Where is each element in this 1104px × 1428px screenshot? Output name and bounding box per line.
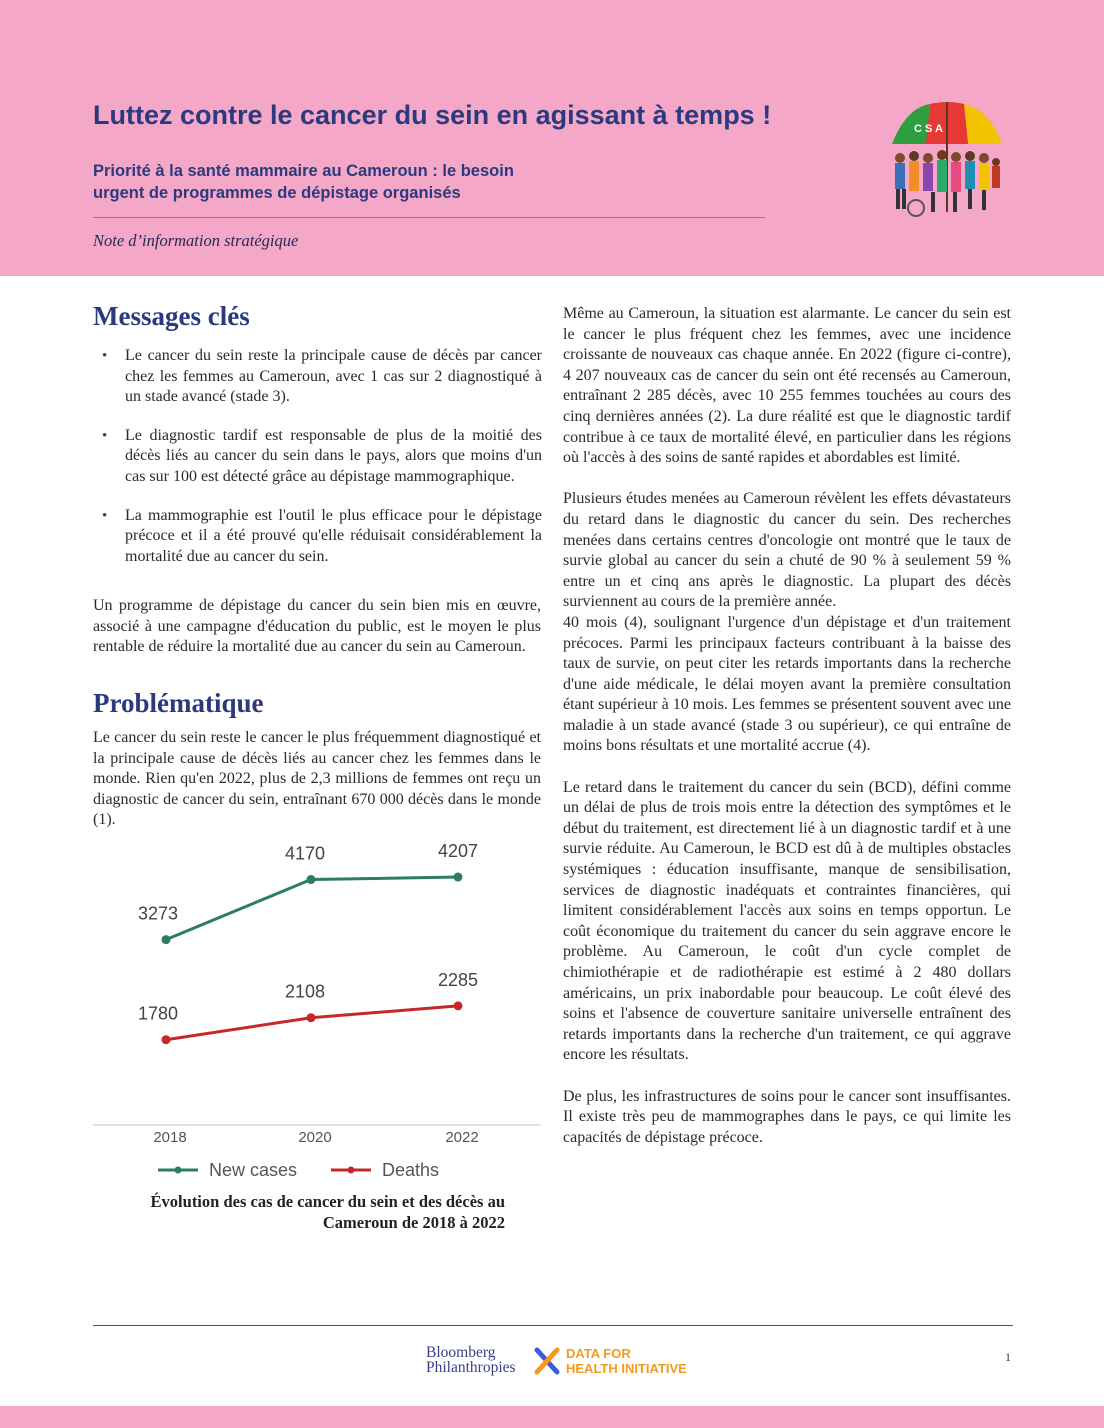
header-divider (93, 217, 765, 218)
x-tick-label: 2022 (445, 1129, 479, 1146)
infrastructure-paragraph: De plus, les infrastructures de soins pour le cancer sont insuffisantes. Il existe très peu de mammographes dans le pays, ce qui limite les capacités de dépistage précoce. (563, 1087, 1011, 1146)
data-point (162, 935, 171, 944)
data-label: 2285 (437, 969, 479, 990)
series-line (166, 1006, 458, 1040)
bloomberg-philanthropies-logo (426, 1345, 516, 1375)
key-messages-closing-block (93, 596, 541, 658)
list-item: • La mammographie est l'outil le plus efficace pour le dépistage précoce et il a été prouvé qu'elle réduisait considérablement la mortalité due au cancer du sein. (100, 506, 542, 568)
data-point (307, 1013, 316, 1022)
data-label: 4207 (437, 841, 479, 862)
studies-paragraph: Plusieurs études menées au Cameroun révèlent les effets dévastateurs du retard dans le diagnostic du cancer du sein. Des recherches menées dans certains centres d'oncologie ont montré que le taux de survie global au cancer du sein a chuté de 90 % à seulement 59 % entre un et cinq ans après le diagnostic. La plupart des décès surviennent au cours de la première année. (563, 490, 1011, 611)
list-item: • Le diagnostic tardif est responsable de plus de la moitié des décès liés au cancer du sein dans le pays, alors que moins d'un cas sur 100 est détecté grâce au dépistage mammographique. (100, 426, 542, 488)
data-label: 1780 (137, 1003, 179, 1024)
data-point (454, 1001, 463, 1010)
data-point (454, 873, 463, 882)
logo-letters: C S A (914, 123, 943, 135)
page-number: 1 (1005, 1350, 1011, 1364)
series-line (166, 877, 458, 940)
cases-deaths-line-chart (93, 830, 541, 1190)
footer-band (0, 1406, 1104, 1428)
bloomberg-line-2: Philanthropies (426, 1359, 516, 1376)
data-point (162, 1035, 171, 1044)
right-column (563, 304, 1011, 1148)
x-tick-label: 2018 (153, 1129, 187, 1146)
legend-label: Deaths (382, 1160, 440, 1180)
legend-swatch-dot (175, 1167, 182, 1174)
subtitle-line-1: Priorité à la santé mammaire au Cameroun : le besoin (93, 162, 514, 180)
data-label: 2108 (284, 981, 326, 1002)
survival-paragraph: 40 mois (4), soulignant l'urgence d'un dépistage et d'un traitement précoces. Parmi les principaux facteurs contribuant à la baisse des taux de survie, on peut citer les retards importants dans la recherche d'une aide médicale, le délai moyen avant la première consultation étant supérieur à 10 mois. Les femmes se présentent souvent avec une maladie à un stade avancé (stade 3 ou supérieur), ce qui entraîne de moins bons résultats et une mortalité accrue (4). (563, 613, 1011, 755)
csa-umbrella-logo (886, 100, 1008, 222)
chart-caption: Évolution des cas de cancer du sein et des décès au Cameroun de 2018 à 2022 (150, 1192, 505, 1232)
key-messages-closing: Un programme de dépistage du cancer du sein bien mis en œuvre, associé à une campagne d'éducation du public, est le moyen le plus rentable de réduire la mortalité due au cancer du sein au Cameroun. (93, 597, 541, 656)
problem-heading: Problématique (93, 688, 264, 718)
treatment-delay-paragraph: Le retard dans le traitement du cancer du sein (BCD), défini comme un délai de plus de trois mois entre la détection des symptômes et le début du traitement, est directement lié à un diagnostic tardif et à une survie réduite. Au Cameroun, le BCD est dû à de multiples obstacles systémiques : éducation insuffisante, manque de sensibilisation, services de diagnostic inadéquats et contraintes financières, qui limitent considérablement l'accès aux soins en temps opportun. Le coût économique du traitement du cancer du sein aggrave encore le problème. Au Cameroun, le coût d'un cycle complet de chimiothérapie et de radiothérapie est estimé à 2 480 dollars américains, un prix inabordable pour beaucoup. Le coût élevé des soins et l'absence de couverture sanitaire universelle entraînent des retards importants dans la recherche d'un traitement, ce qui aggrave encore les résultats. (563, 778, 1011, 1064)
list-item: • Le cancer du sein reste la principale cause de décès par cancer chez les femmes au Cameroun, avec 1 cas sur 2 diagnostiqué à un stade avancé (stade 3). (100, 346, 542, 408)
data-label: 3273 (137, 903, 179, 924)
legend-swatch-dot (348, 1167, 355, 1174)
bloomberg-line-1: Bloomberg (426, 1344, 496, 1361)
key-messages-list (100, 346, 542, 585)
key-messages-heading: Messages clés (93, 301, 250, 331)
x-tick-label: 2020 (298, 1129, 332, 1146)
problem-block (93, 728, 541, 831)
data-for-health-logo (566, 1346, 687, 1376)
chart-container (93, 830, 541, 1190)
document-type-label: Note d’information stratégique (93, 231, 299, 250)
problem-paragraph: Le cancer du sein reste le cancer le plus fréquemment diagnostiqué et la principale cause de décès liés au cancer chez les femmes dans le monde. Rien qu'en 2022, plus de 2,3 millions de femmes ont reçu un diagnostic de cancer du sein, entraînant 670 000 décès dans le monde (1). (93, 729, 541, 829)
d4h-line-2: HEALTH INITIATIVE (566, 1361, 687, 1376)
legend-label: New cases (209, 1160, 298, 1180)
data-label: 4170 (284, 843, 326, 864)
data-point (307, 875, 316, 884)
situation-paragraph: Même au Cameroun, la situation est alarmante. Le cancer du sein est le cancer le plus fréquent chez les femmes, avec une incidence croissante de nouveaux cas chaque année. En 2022 (figure ci-contre), 4 207 nouveaux cas de cancer du sein ont été recensés au Cameroun, entraînant 2 285 décès, avec 10 255 femmes touchées au cours des cinq dernières années (2). La dure réalité est que le diagnostic tardif contribue à ce taux de mortalité élevé, en particulier dans les régions où l'accès à des soins de santé rapides et abordables est limité. (563, 305, 1011, 467)
document-subtitle (93, 160, 653, 204)
subtitle-line-2: urgent de programmes de dépistage organisés (93, 184, 461, 202)
d4h-line-1: DATA FOR (566, 1346, 631, 1361)
footer-divider (93, 1325, 1013, 1326)
document-title: Luttez contre le cancer du sein en agissant à temps ! (93, 100, 772, 130)
data-for-health-icon (534, 1346, 560, 1376)
